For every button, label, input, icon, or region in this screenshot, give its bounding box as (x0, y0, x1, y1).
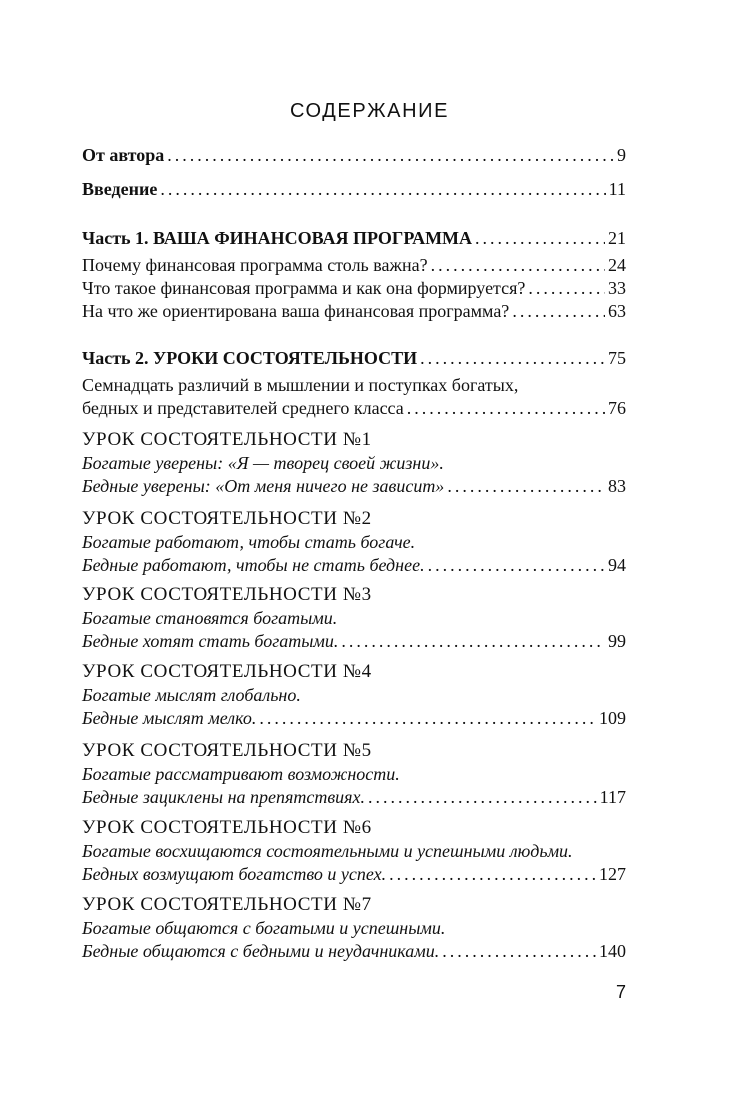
lesson-entry[interactable] (82, 786, 626, 808)
toc-entry-part1[interactable] (82, 227, 626, 249)
toc-entry-page: 127 (599, 864, 626, 884)
lesson-title: УРОК СОСТОЯТЕЛЬНОСТИ №5 (82, 740, 372, 761)
toc-entry-page: 75 (608, 348, 626, 368)
lesson-rich-line: Богатые становятся богатыми. (82, 608, 338, 628)
toc-entry-title: Введение (82, 179, 158, 199)
toc-entry-page: 63 (608, 301, 626, 321)
toc-entry-page: 94 (608, 555, 626, 575)
toc-entry-page: 24 (608, 255, 626, 275)
lesson-entry[interactable] (82, 475, 626, 497)
toc-entry-page: 21 (608, 228, 626, 248)
toc-entry-page: 76 (608, 398, 626, 418)
lesson-rich-line: Богатые мыслят глобально. (82, 685, 301, 705)
lesson-entry[interactable] (82, 940, 626, 962)
lesson-poor-line: Бедные уверены: «От меня ничего не зависит» (82, 476, 445, 496)
lesson-title: УРОК СОСТОЯТЕЛЬНОСТИ №2 (82, 508, 372, 529)
lesson-rich-line: Богатые уверены: «Я — творец своей жизни». (82, 453, 444, 473)
dot-leader (420, 347, 605, 369)
toc-entry-page: 109 (599, 708, 626, 728)
toc-entry-title: бедных и представителей среднего класса (82, 398, 404, 418)
lesson-poor-line: Бедных возмущают богатство и успех. (82, 864, 387, 884)
toc-entry-part1-item[interactable] (82, 277, 626, 299)
toc-entry-author[interactable] (82, 144, 626, 166)
toc-entry-page: 99 (608, 631, 626, 651)
toc-entry-part1-item[interactable] (82, 254, 626, 276)
dot-leader (447, 475, 605, 497)
contents-heading: СОДЕРЖАНИЕ (289, 100, 450, 122)
dot-leader (428, 554, 605, 576)
lesson-poor-line: Бедные мыслят мелко. (82, 708, 257, 728)
dot-leader (512, 300, 605, 322)
toc-entry-page: 83 (608, 476, 626, 496)
lesson-title: УРОК СОСТОЯТЕЛЬНОСТИ №6 (82, 817, 372, 838)
toc-entry-title: Почему финансовая программа столь важна? (82, 255, 428, 275)
dot-leader (475, 227, 605, 249)
lesson-entry[interactable] (82, 554, 626, 576)
dot-leader (341, 630, 605, 652)
toc-entry-page: 117 (599, 787, 626, 807)
toc-entry-title: Что такое финансовая программа и как она формируется? (82, 278, 526, 298)
toc-entry-page: 140 (599, 941, 626, 961)
lesson-rich-line: Богатые рассматривают возможности. (82, 764, 400, 784)
toc-entry-part1-item[interactable] (82, 300, 626, 322)
lesson-poor-line: Бедные работают, чтобы не стать беднее. (82, 555, 425, 575)
toc-entry-title: На что же ориентирована ваша финансовая программа? (82, 301, 510, 321)
toc-entry-page: 33 (608, 278, 626, 298)
dot-leader (389, 863, 596, 885)
lesson-title: УРОК СОСТОЯТЕЛЬНОСТИ №1 (82, 429, 372, 450)
page-number: 7 (615, 982, 626, 1002)
dot-leader (368, 786, 597, 808)
lesson-rich-line: Богатые работают, чтобы стать богаче. (82, 532, 416, 552)
lesson-rich-line: Богатые общаются с богатыми и успешными. (82, 918, 446, 938)
toc-entry-title: Часть 2. УРОКИ СОСТОЯТЕЛЬНОСТИ (82, 348, 418, 368)
toc-entry-part2-intro[interactable] (82, 397, 626, 419)
dot-leader (442, 940, 596, 962)
toc-entry-page: 9 (617, 145, 626, 165)
lesson-poor-line: Бедные хотят стать богатыми. (82, 631, 339, 651)
lesson-title: УРОК СОСТОЯТЕЛЬНОСТИ №7 (82, 894, 372, 915)
toc-entry-title: Часть 1. ВАША ФИНАНСОВАЯ ПРОГРАММА (82, 228, 473, 248)
toc-entry-intro[interactable] (82, 178, 626, 200)
lesson-entry[interactable] (82, 707, 626, 729)
dot-leader (167, 144, 614, 166)
lesson-entry[interactable] (82, 863, 626, 885)
dot-leader (528, 277, 605, 299)
dot-leader (431, 254, 605, 276)
dot-leader (259, 707, 596, 729)
dot-leader (407, 397, 605, 419)
dot-leader (160, 178, 605, 200)
toc-entry-part2-intro-line1: Семнадцать различий в мышлении и поступках богатых, (82, 375, 519, 395)
lesson-poor-line: Бедные зациклены на препятствиях. (82, 787, 366, 807)
lesson-title: УРОК СОСТОЯТЕЛЬНОСТИ №3 (82, 584, 372, 605)
lesson-poor-line: Бедные общаются с бедными и неудачниками. (82, 941, 440, 961)
lesson-rich-line: Богатые восхищаются состоятельными и успешными людьми. (82, 841, 573, 861)
toc-entry-title: От автора (82, 145, 165, 165)
toc-entry-part2[interactable] (82, 347, 626, 369)
lesson-entry[interactable] (82, 630, 626, 652)
toc-entry-page: 11 (608, 179, 626, 199)
lesson-title: УРОК СОСТОЯТЕЛЬНОСТИ №4 (82, 661, 372, 682)
